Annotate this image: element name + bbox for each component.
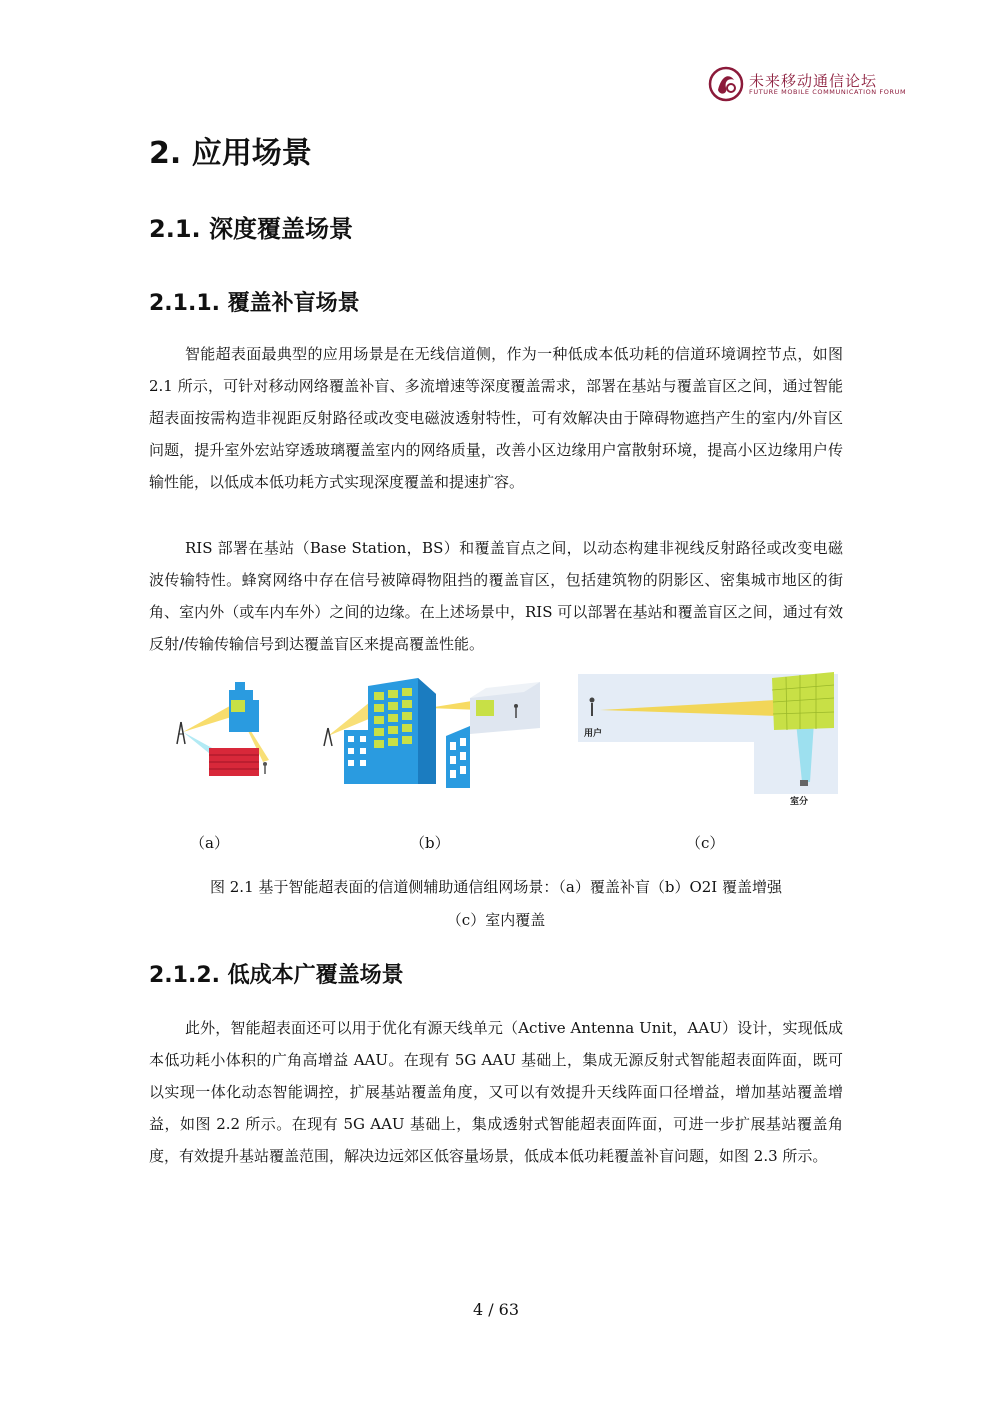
base-station-icon bbox=[177, 722, 185, 744]
figure-sublabel-c: （c） bbox=[686, 834, 725, 852]
section-title: 2. 应用场景 bbox=[149, 136, 312, 171]
figure-panel-b bbox=[318, 672, 558, 798]
paragraph-coverage-intro: 智能超表面最典型的应用场景是在无线信道侧，作为一种低成本低功耗的信道环境调控节点，如图 2.1 所示，可针对移动网络覆盖补盲、多流增速等深度覆盖需求，部署在基站与覆盖盲区之间，通过智能超表面按需构造非视距反射路径或改变电磁波透射特性，可有效解决由于障碍物遮挡产生的室内/外盲区问题，提升室外宏站穿透玻璃覆盖室内的网络质量，改善小区边缘用户富散射环境，提高小区边缘用户传输性能，以低成本低功耗方式实现深度覆盖和提速扩容。 bbox=[149, 345, 843, 491]
label-user: 用户 bbox=[584, 729, 603, 739]
figure-panel-c bbox=[578, 672, 840, 810]
logo-chinese-text: 未来移动通信论坛 bbox=[749, 72, 878, 90]
paragraph-ris-deployment: RIS 部署在基站（Base Station，BS）和覆盖盲点之间，以动态构建非视线反射路径或改变电磁波传输特性。蜂窝网络中存在信号被障碍物阻挡的覆盖盲区，包括建筑物的阴影区、密集城市地区的街角、室内外（或车内车外）之间的边缘。在上述场景中，RIS 可以部署在基站和覆盖盲区之间，通过有效反射/传输传输信号到达覆盖盲区来提高覆盖性能。 bbox=[149, 539, 843, 653]
figure-caption-line2: （c）室内覆盖 bbox=[446, 911, 546, 929]
paragraph-aau-design: 此外，智能超表面还可以用于优化有源天线单元（Active Antenna Unit，AAU）设计，实现低成本低功耗小体积的广角高增益 AAU。在现有 5G AAU 基础上，集成无源反射式智能超表面阵面，既可以实现一体化动态智能调控，扩展基站覆盖角度，又可以有效提升天线阵面口径增益，增加基站覆盖增益，如图 2.2 所示。在现有 5G AAU 基础上，集成透射式智能超表面阵面，可进一步扩展基站覆盖角度，有效提升基站覆盖范围，解决边远郊区低容量场景，低成本低功耗覆盖补盲问题，如图 2.3 所示。 bbox=[149, 1019, 843, 1165]
figure-sublabel-b: （b） bbox=[410, 834, 450, 852]
ris-panel bbox=[772, 672, 834, 730]
indoor-antenna-icon bbox=[800, 780, 808, 786]
page-number: 4 / 63 bbox=[472, 1300, 520, 1319]
figure-sublabel-a: （a） bbox=[190, 834, 229, 852]
logo-english-text: FUTURE MOBILE COMMUNICATION FORUM bbox=[749, 88, 907, 96]
subsubsection-title-coverage: 2.1.1. 覆盖补盲场景 bbox=[149, 291, 360, 316]
figure-panel-a bbox=[165, 678, 285, 786]
base-station-icon bbox=[324, 728, 332, 746]
user-icon bbox=[263, 762, 267, 774]
subsubsection-title-low-cost: 2.1.2. 低成本广覆盖场景 bbox=[149, 963, 404, 988]
forum-logo bbox=[708, 64, 907, 104]
subsection-title: 2.1. 深度覆盖场景 bbox=[149, 215, 353, 243]
label-indoor-distribution: 室分 bbox=[790, 797, 809, 807]
figure-caption-line1: 图 2.1 基于智能超表面的信道侧辅助通信组网场景：（a）覆盖补盲（b）O2I 覆盖增强 bbox=[210, 878, 782, 896]
forum-logo-icon bbox=[708, 66, 744, 102]
